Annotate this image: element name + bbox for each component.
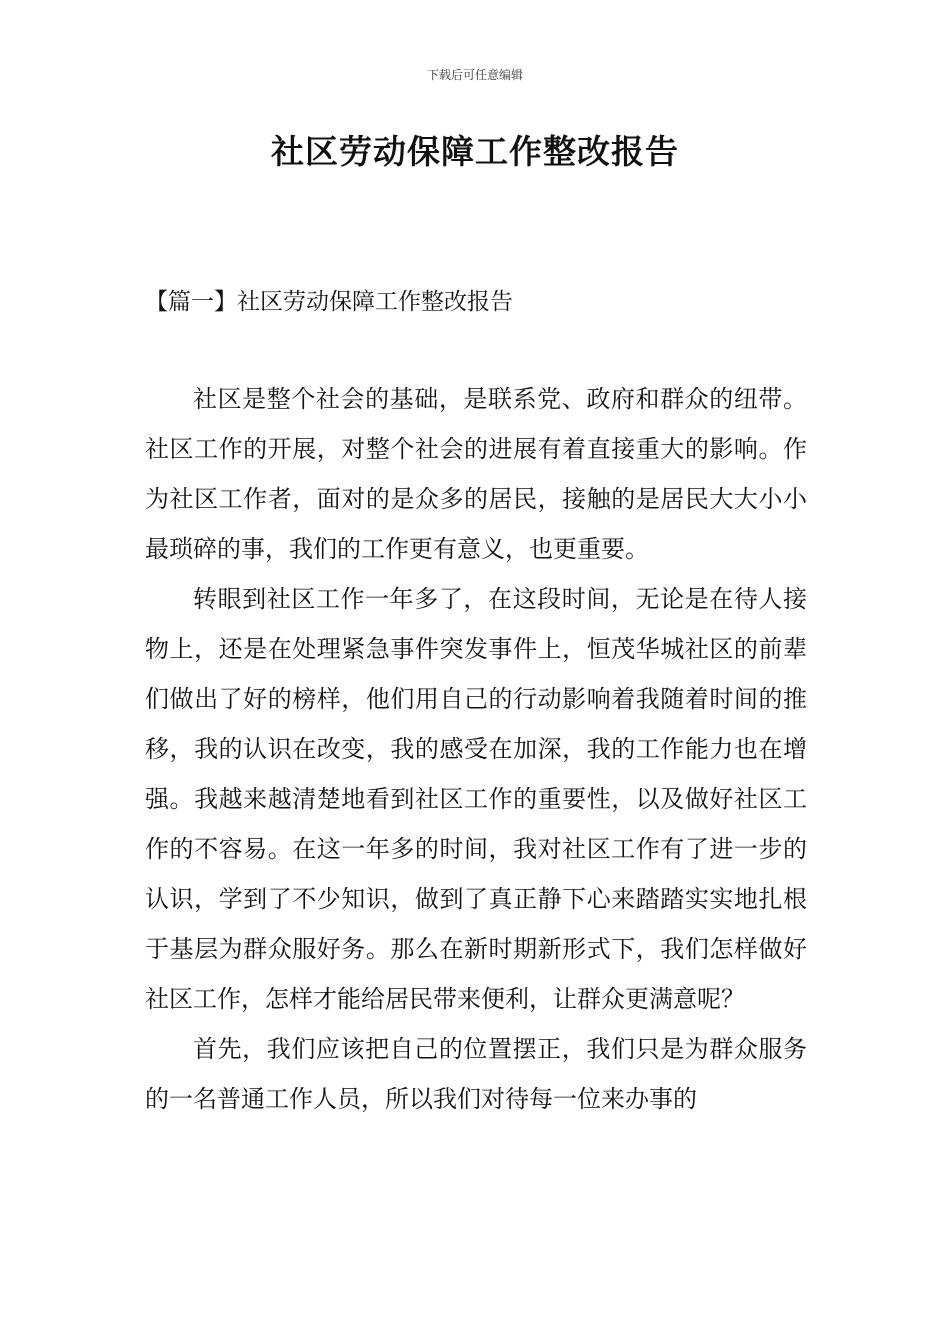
header-note: 下载后可任意编辑 <box>426 68 523 82</box>
body-text <box>145 374 807 1124</box>
paragraph-2: 转眼到社区工作一年多了，在这段时间，无论是在待人接物上，还是在处理紧急事件突发事件上，恒茂华城社区的前辈们做出了好的榜样，他们用自己的行动影响着我随着时间的推移，我的认识在改变，我的感受在加深，我的工作能力也在增强。我越来越清楚地看到社区工作的重要性，以及做好社区工作的不容易。在这一年多的时间，我对社区工作有了进一步的认识，学到了不少知识，做到了真正静下心来踏踏实实地扎根于基层为群众服好务。那么在新时期新形式下，我们怎样做好社区工作，怎样才能给居民带来便利，让群众更满意呢？ <box>145 585 807 1013</box>
paragraph-3: 首先，我们应该把自己的位置摆正，我们只是为群众服务的一名普通工作人员，所以我们对待每一位来办事的 <box>145 1035 807 1113</box>
paragraph-1: 社区是整个社会的基础，是联系党、政府和群众的纽带。社区工作的开展，对整个社会的进展有着直接重大的影响。作为社区工作者，面对的是众多的居民，接触的是居民大大小小最琐碎的事，我们的工作更有意义，也更重要。 <box>145 385 807 563</box>
document-title: 社区劳动保障工作整改报告 <box>271 132 679 171</box>
section-heading: 【篇一】社区劳动保障工作整改报告 <box>145 289 513 315</box>
